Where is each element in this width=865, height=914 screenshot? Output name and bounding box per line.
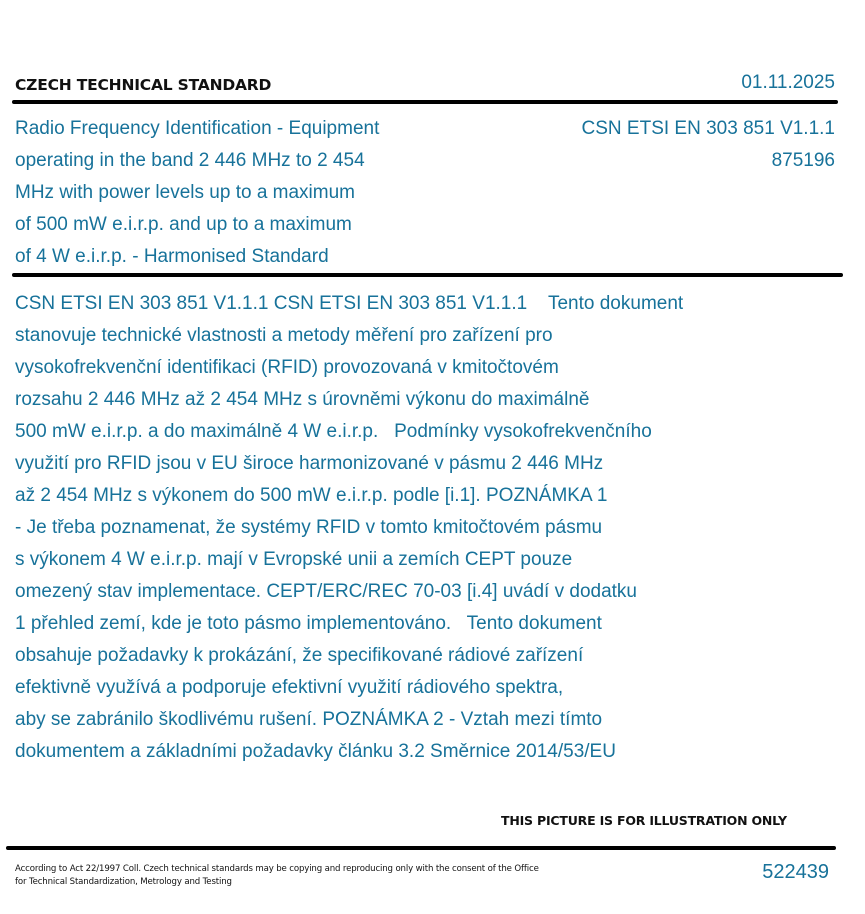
abstract-line: s výkonem 4 W e.i.r.p. mají v Evropské unii a zemích CEPT pouze: [15, 549, 573, 570]
abstract-line: - Je třeba poznamenat, že systémy RFID v tomto kmitočtovém pásmu: [15, 517, 603, 538]
title-line: of 4 W e.i.r.p. - Harmonised Standard: [15, 246, 329, 267]
title-line: MHz with power levels up to a maximum: [15, 182, 355, 203]
title-line: of 500 mW e.i.r.p. and up to a maximum: [15, 214, 352, 235]
abstract-line: vysokofrekvenční identifikaci (RFID) provozovaná v kmitočtovém: [15, 357, 559, 378]
standard-type-label: CZECH TECHNICAL STANDARD: [15, 76, 272, 94]
publication-date: 01.11.2025: [741, 72, 835, 93]
abstract-line: až 2 454 MHz s výkonem do 500 mW e.i.r.p. podle [i.1]. POZNÁMKA 1: [15, 485, 608, 506]
abstract-line: omezený stav implementace. CEPT/ERC/REC 70-03 [i.4] uvádí v dodatku: [15, 581, 637, 602]
abstract-line: CSN ETSI EN 303 851 V1.1.1 CSN ETSI EN 303 851 V1.1.1 Tento dokument: [15, 293, 684, 314]
illustration-notice: THIS PICTURE IS FOR ILLUSTRATION ONLY: [501, 813, 787, 828]
abstract-line: efektivně využívá a podporuje efektivní využití rádiového spektra,: [15, 677, 564, 698]
title-line: Radio Frequency Identification - Equipment: [15, 118, 380, 139]
standard-code: CSN ETSI EN 303 851 V1.1.1: [581, 118, 835, 139]
legal-notice-line: for Technical Standardization, Metrology and Testing: [15, 877, 232, 887]
abstract-line: 1 přehled zemí, kde je toto pásmo implementováno. Tento dokument: [15, 613, 602, 634]
abstract-line: stanovuje technické vlastnosti a metody měření pro zařízení pro: [15, 325, 553, 346]
abstract-line: aby se zabránilo škodlivému rušení. POZNÁMKA 2 - Vztah mezi tímto: [15, 709, 603, 730]
abstract-line: rozsahu 2 446 MHz až 2 454 MHz s úrovněmi výkonu do maximálně: [15, 389, 590, 410]
header-divider: [12, 100, 838, 104]
abstract-line: 500 mW e.i.r.p. a do maximálně 4 W e.i.r.p. Podmínky vysokofrekvenčního: [15, 421, 652, 442]
footer-divider: [6, 846, 836, 850]
title-line: operating in the band 2 446 MHz to 2 454: [15, 150, 365, 171]
catalog-number: 875196: [771, 150, 835, 171]
legal-notice-line: According to Act 22/1997 Coll. Czech technical standards may be copying and reproducing only with the consent of the Office: [15, 864, 539, 874]
abstract-line: dokumentem a základními požadavky článku 3.2 Směrnice 2014/53/EU: [15, 741, 616, 762]
footer-number: 522439: [762, 861, 829, 883]
abstract-line: obsahuje požadavky k prokázání, že specifikované rádiové zařízení: [15, 645, 584, 666]
title-divider: [12, 273, 843, 277]
abstract-line: využití pro RFID jsou v EU široce harmonizované v pásmu 2 446 MHz: [15, 453, 604, 474]
